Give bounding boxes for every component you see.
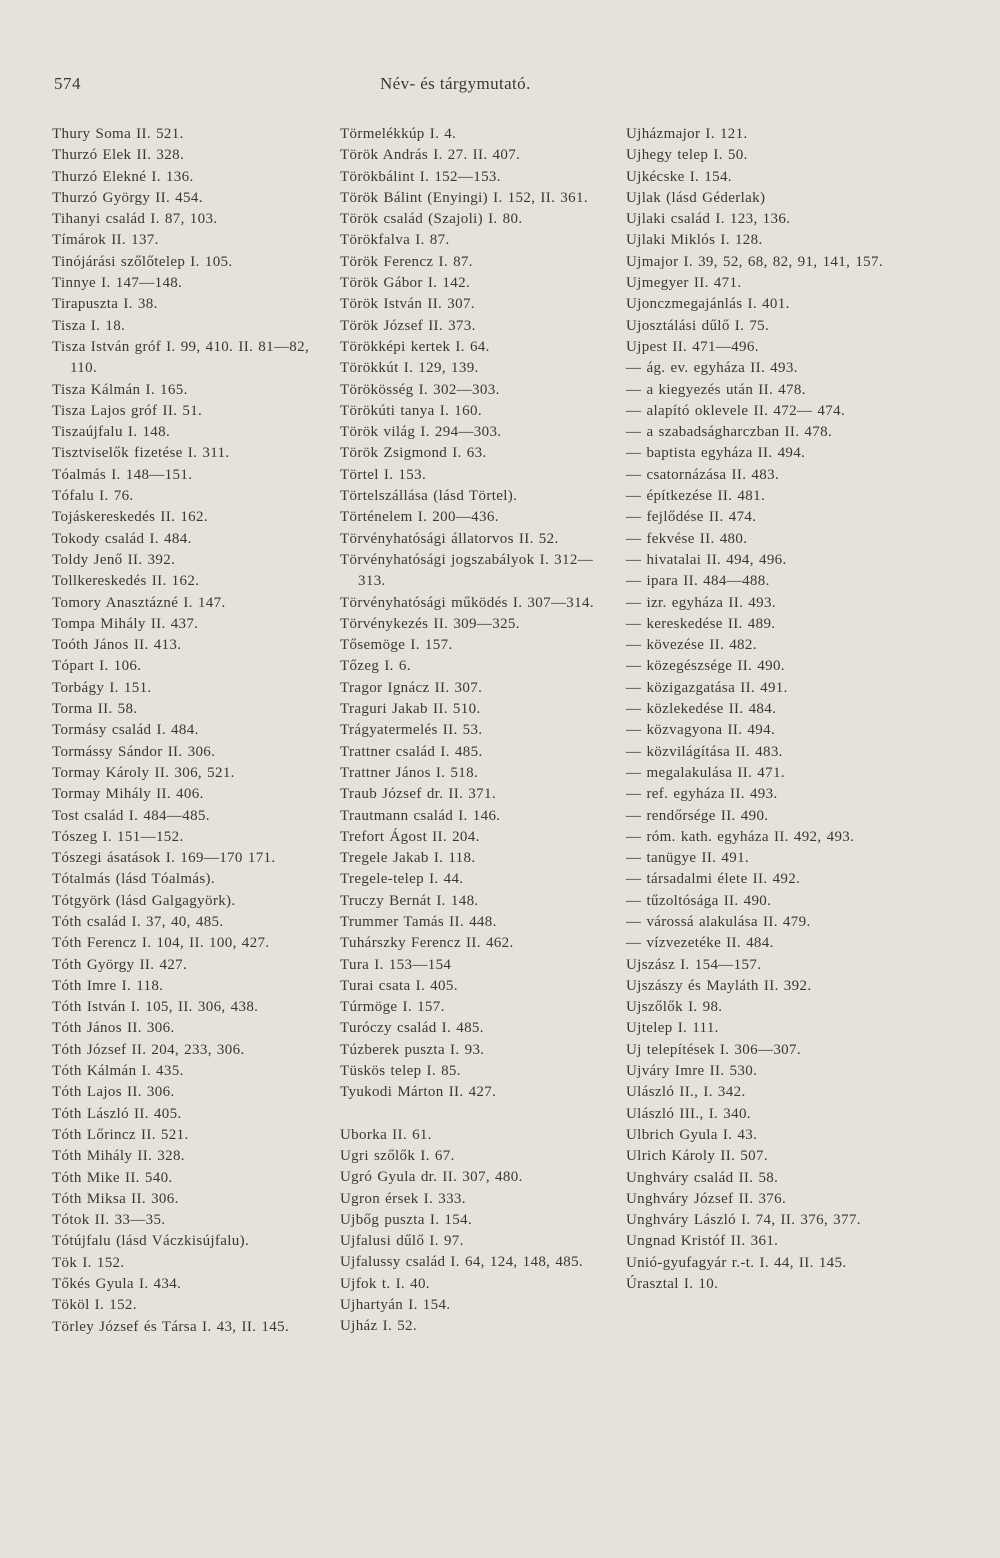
index-entry: Uj telepítések I. 306—307. <box>626 1041 801 1058</box>
index-entry: Törvényhatósági működés I. 307—314. <box>340 594 594 611</box>
index-entry: Tóth János II. 306. <box>52 1020 175 1037</box>
index-entry: Torma II. 58. <box>52 701 138 718</box>
index-entry: — csatornázása II. 483. <box>626 466 780 483</box>
index-entry: Ujházmajor I. 121. <box>626 126 748 142</box>
index-entry: — építkezése II. 481. <box>626 488 766 505</box>
index-entry: Tóth Lőrincz II. 521. <box>52 1126 189 1143</box>
index-entry: Tisza István gróf I. 99, 410. II. 81—82, 110. <box>52 338 310 377</box>
index-entry: Tóth Miksa II. 306. <box>52 1190 179 1207</box>
index-entry: Ugri szőlők I. 67. <box>340 1147 455 1164</box>
index-entry: Unghváry család II. 58. <box>626 1169 779 1186</box>
page-header <box>0 74 1000 104</box>
index-entry: Túrmöge I. 157. <box>340 999 445 1016</box>
index-entry: Tormay Károly II. 306, 521. <box>52 764 235 781</box>
index-entry: Ujonczmegajánlás I. 401. <box>626 296 790 313</box>
index-entry: Ujhegy telep I. 50. <box>626 147 748 164</box>
index-entry: Tóth István I. 105, II. 306, 438. <box>52 999 259 1016</box>
index-entry: — rendőrsége II. 490. <box>626 807 769 824</box>
index-entry: Trautmann család I. 146. <box>340 807 501 824</box>
index-entry: — vízvezetéke II. 484. <box>626 935 774 952</box>
index-entry: Tomory Anasztázné I. 147. <box>52 594 226 611</box>
index-entry: Traub József dr. II. 371. <box>340 786 496 803</box>
index-entry: Tyukodi Márton II. 427. <box>340 1084 497 1101</box>
index-entry: — fejlődése II. 474. <box>626 509 757 526</box>
index-entry: — közvagyona II. 494. <box>626 722 776 739</box>
index-entry: Tiszaújfalu I. 148. <box>52 424 171 441</box>
index-entry: Tímárok II. 137. <box>52 232 159 249</box>
index-entry: Török Gábor I. 142. <box>340 275 471 292</box>
index-entry: Törökúti tanya I. 160. <box>340 402 482 419</box>
index-entry: Tormay Mihály II. 406. <box>52 786 204 803</box>
index-entry: Tóth György II. 427. <box>52 956 188 973</box>
index-entry: — ipara II. 484—488. <box>626 573 770 590</box>
index-entry: Tószeg I. 151—152. <box>52 828 184 845</box>
index-entry: Törvényhatósági állatorvos II. 52. <box>340 530 559 547</box>
index-entry: — közegészsége II. 490. <box>626 658 785 675</box>
index-entry: Tóth László II. 405. <box>52 1105 182 1122</box>
index-entry: — megalakulása II. 471. <box>626 764 785 781</box>
index-entry: Tófalu I. 76. <box>52 488 134 505</box>
index-entry: — kereskedése II. 489. <box>626 615 776 632</box>
index-entry: Tótgyörk (lásd Galgagyörk). <box>52 892 236 909</box>
index-entry: Törtel I. 153. <box>340 466 427 483</box>
index-entry: Ujmegyer II. 471. <box>626 275 742 292</box>
index-entry: Ujkécske I. 154. <box>626 168 732 185</box>
index-entry: Ulbrich Gyula I. 43. <box>626 1126 758 1143</box>
index-entry: Tóth Imre I. 118. <box>52 977 164 994</box>
index-entry: — közlekedése II. 484. <box>626 701 777 718</box>
index-entry: Ugró Gyula dr. II. 307, 480. <box>340 1169 523 1186</box>
index-entry: Törökképi kertek I. 64. <box>340 338 490 355</box>
index-entry: — kövezése II. 482. <box>626 637 757 654</box>
index-entry: Ulászló III., I. 340. <box>626 1105 751 1122</box>
index-entry: — ref. egyháza II. 493. <box>626 786 778 803</box>
index-entry: Tótalmás (lásd Tóalmás). <box>52 871 215 888</box>
index-column-2 <box>340 124 605 1338</box>
index-entry: Tőzeg I. 6. <box>340 658 411 675</box>
index-entry: — a szabadságharczban II. 478. <box>626 424 833 441</box>
index-entry: Trattner János I. 518. <box>340 764 479 781</box>
index-entry: Törley József és Társa I. 43, II. 145. <box>52 1318 290 1335</box>
index-entry: Ulászló II., I. 342. <box>626 1084 746 1101</box>
index-entry: Unió-gyufagyár r.-t. I. 44, II. 145. <box>626 1254 847 1271</box>
index-entry: Turóczy család I. 485. <box>340 1020 484 1037</box>
index-entry: Ujlak (lásd Géderlak) <box>626 189 766 206</box>
index-entry: Törtelszállása (lásd Törtel). <box>340 488 518 505</box>
index-entry: Tormássy Sándor II. 306. <box>52 743 216 760</box>
index-entry: Török István II. 307. <box>340 296 475 313</box>
index-entry: Tollkereskedés II. 162. <box>52 573 200 590</box>
index-entry: Török család (Szajoli) I. 80. <box>340 211 523 228</box>
index-entry: Trágyatermelés II. 53. <box>340 722 483 739</box>
index-entry: Torbágy I. 151. <box>52 679 152 696</box>
index-entry: Tojáskereskedés II. 162. <box>52 509 208 526</box>
index-entry: Ujosztálási dűlő I. 75. <box>626 317 770 334</box>
index-entry: Törökösség I. 302—303. <box>340 381 500 398</box>
index-entry: Ujbőg puszta I. 154. <box>340 1211 473 1228</box>
index-entry: Törvényhatósági jogszabályok I. 312—313. <box>340 551 594 590</box>
index-entry: — ág. ev. egyháza II. 493. <box>626 360 798 377</box>
index-entry: Tóth Ferencz I. 104, II. 100, 427. <box>52 935 270 952</box>
index-entry: Törökkút I. 129, 139. <box>340 360 479 377</box>
index-entry: — társadalmi élete II. 492. <box>626 871 801 888</box>
index-entry: Ugron érsek I. 333. <box>340 1190 466 1207</box>
index-entry: Túzberek puszta I. 93. <box>340 1041 485 1058</box>
index-entry: Ungnad Kristóf II. 361. <box>626 1233 779 1250</box>
index-entry: Ujszászy és Mayláth II. 392. <box>626 977 812 994</box>
index-entry: — izr. egyháza II. 493. <box>626 594 776 611</box>
index-entry: Ujfalussy család I. 64, 124, 148, 485. <box>340 1254 584 1271</box>
index-entry: Thurzó György II. 454. <box>52 189 203 206</box>
index-entry: Unghváry László I. 74, II. 376, 377. <box>626 1212 861 1229</box>
index-entry: Tregele-telep I. 44. <box>340 871 464 888</box>
index-entry: Tisza I. 18. <box>52 317 126 334</box>
index-column-1 <box>52 124 322 1338</box>
index-entry: Thury Soma II. 521. <box>52 126 184 142</box>
index-entry: Tótújfalu (lásd Váczkisújfalu). <box>52 1233 250 1250</box>
index-entry: Tirapuszta I. 38. <box>52 296 158 313</box>
index-entry: Traguri Jakab II. 510. <box>340 701 481 718</box>
index-entry: Tinnye I. 147—148. <box>52 275 183 292</box>
index-entry: Ujtelep I. 111. <box>626 1020 719 1037</box>
index-entry: Tópart I. 106. <box>52 658 142 675</box>
index-entry: Tinójárási szőlőtelep I. 105. <box>52 253 233 270</box>
index-entry: Török András I. 27. II. 407. <box>340 147 521 164</box>
index-entry: Thurzó Elek II. 328. <box>52 147 185 164</box>
index-entry: Tompa Mihály II. 437. <box>52 615 199 632</box>
index-entry: Tősemöge I. 157. <box>340 637 453 654</box>
index-entry: Tótok II. 33—35. <box>52 1212 166 1229</box>
index-entry: Trummer Tamás II. 448. <box>340 913 497 930</box>
index-entry: Tuhárszky Ferencz II. 462. <box>340 935 514 952</box>
index-entry: Tőkés Gyula I. 434. <box>52 1276 182 1293</box>
index-entry: Tormásy család I. 484. <box>52 722 199 739</box>
running-title: Név- és tárgymutató. <box>380 74 531 93</box>
index-entry: Ujhartyán I. 154. <box>340 1297 451 1314</box>
index-entry: Ujfalusi dűlő I. 97. <box>340 1233 464 1250</box>
index-entry: Ujlaki család I. 123, 136. <box>626 211 791 228</box>
index-entry: Tura I. 153—154 <box>340 956 452 973</box>
index-entry: Török Ferencz I. 87. <box>340 253 473 270</box>
index-entry: Tisztviselők fizetése I. 311. <box>52 445 230 462</box>
index-entry: — hivatalai II. 494, 496. <box>626 551 787 568</box>
index-entry: Truczy Bernát I. 148. <box>340 892 479 909</box>
index-entry: Török Zsigmond I. 63. <box>340 445 487 462</box>
index-entry: Tisza Kálmán I. 165. <box>52 381 188 398</box>
index-entry: Törvénykezés II. 309—325. <box>340 615 520 632</box>
index-entry: — várossá alakulása II. 479. <box>626 913 811 930</box>
page-number: 574 <box>54 74 81 93</box>
index-entry: Úrasztal I. 10. <box>626 1276 719 1293</box>
index-entry: Ujház I. 52. <box>340 1318 418 1335</box>
index-entry: Ujmajor I. 39, 52, 68, 82, 91, 141, 157. <box>626 253 883 270</box>
index-entry: — tűzoltósága II. 490. <box>626 892 772 909</box>
index-entry: Tök I. 152. <box>52 1254 125 1271</box>
index-entry: Törmelékkúp I. 4. <box>340 126 457 142</box>
index-entry: — a kiegyezés után II. 478. <box>626 381 806 398</box>
index-entry: — közigazgatása II. 491. <box>626 679 788 696</box>
index-entry: — alapító oklevele II. 472— 474. <box>626 402 846 419</box>
index-entry: Tóth Kálmán I. 435. <box>52 1063 184 1080</box>
index-entry: Ujszőlők I. 98. <box>626 999 723 1016</box>
index-entry: Tokody család I. 484. <box>52 530 192 547</box>
index-entry: — róm. kath. egyháza II. 492, 493. <box>626 828 855 845</box>
index-entry: Ujszász I. 154—157. <box>626 956 762 973</box>
index-entry: Toóth János II. 413. <box>52 637 182 654</box>
index-entry: Tüskös telep I. 85. <box>340 1063 461 1080</box>
index-entry: Tóth József II. 204, 233, 306. <box>52 1041 245 1058</box>
index-entry: Tregele Jakab I. 118. <box>340 850 476 867</box>
index-column-3 <box>626 124 906 1295</box>
index-entry: Tisza Lajos gróf II. 51. <box>52 402 203 419</box>
index-entry: Turai csata I. 405. <box>340 977 458 994</box>
index-entry: Tóth Mike II. 540. <box>52 1169 173 1186</box>
index-entry: Tóth család I. 37, 40, 485. <box>52 913 224 930</box>
index-entry: Tököl I. 152. <box>52 1297 137 1314</box>
index-entry: Török Bálint (Enyingi) I. 152, II. 361. <box>340 189 588 206</box>
index-entry: Trattner család I. 485. <box>340 743 483 760</box>
index-entry: Tragor Ignácz II. 307. <box>340 679 483 696</box>
index-entry: Törökfalva I. 87. <box>340 232 450 249</box>
index-entry: Trefort Ágost II. 204. <box>340 828 480 845</box>
index-entry: Tóth Lajos II. 306. <box>52 1084 175 1101</box>
index-entry: Törökbálint I. 152—153. <box>340 168 501 185</box>
index-entry: Ujpest II. 471—496. <box>626 338 759 355</box>
index-entry: Török világ I. 294—303. <box>340 424 502 441</box>
index-entry: Történelem I. 200—436. <box>340 509 499 526</box>
index-entry: Török József II. 373. <box>340 317 476 334</box>
index-entry: — tanügye II. 491. <box>626 850 750 867</box>
index-entry: Tihanyi család I. 87, 103. <box>52 211 218 228</box>
index-entry: Ulrich Károly II. 507. <box>626 1148 768 1165</box>
index-entry: Ujfok t. I. 40. <box>340 1275 430 1292</box>
index-entry: — fekvése II. 480. <box>626 530 748 547</box>
index-entry: — baptista egyháza II. 494. <box>626 445 806 462</box>
index-entry: Thurzó Elekné I. 136. <box>52 168 194 185</box>
index-entry: — közvilágítása II. 483. <box>626 743 783 760</box>
index-entry: Toldy Jenő II. 392. <box>52 551 176 568</box>
index-entry: Tóalmás I. 148—151. <box>52 466 193 483</box>
index-entry: Tost család I. 484—485. <box>52 807 210 824</box>
index-entry: Unghváry József II. 376. <box>626 1190 787 1207</box>
index-entry: Ujlaki Miklós I. 128. <box>626 232 763 249</box>
index-entry: Tószegi ásatások I. 169—170 171. <box>52 850 276 867</box>
index-entry: Tóth Mihály II. 328. <box>52 1148 185 1165</box>
index-entry: Ujváry Imre II. 530. <box>626 1063 758 1080</box>
index-entry: Uborka II. 61. <box>340 1126 432 1143</box>
